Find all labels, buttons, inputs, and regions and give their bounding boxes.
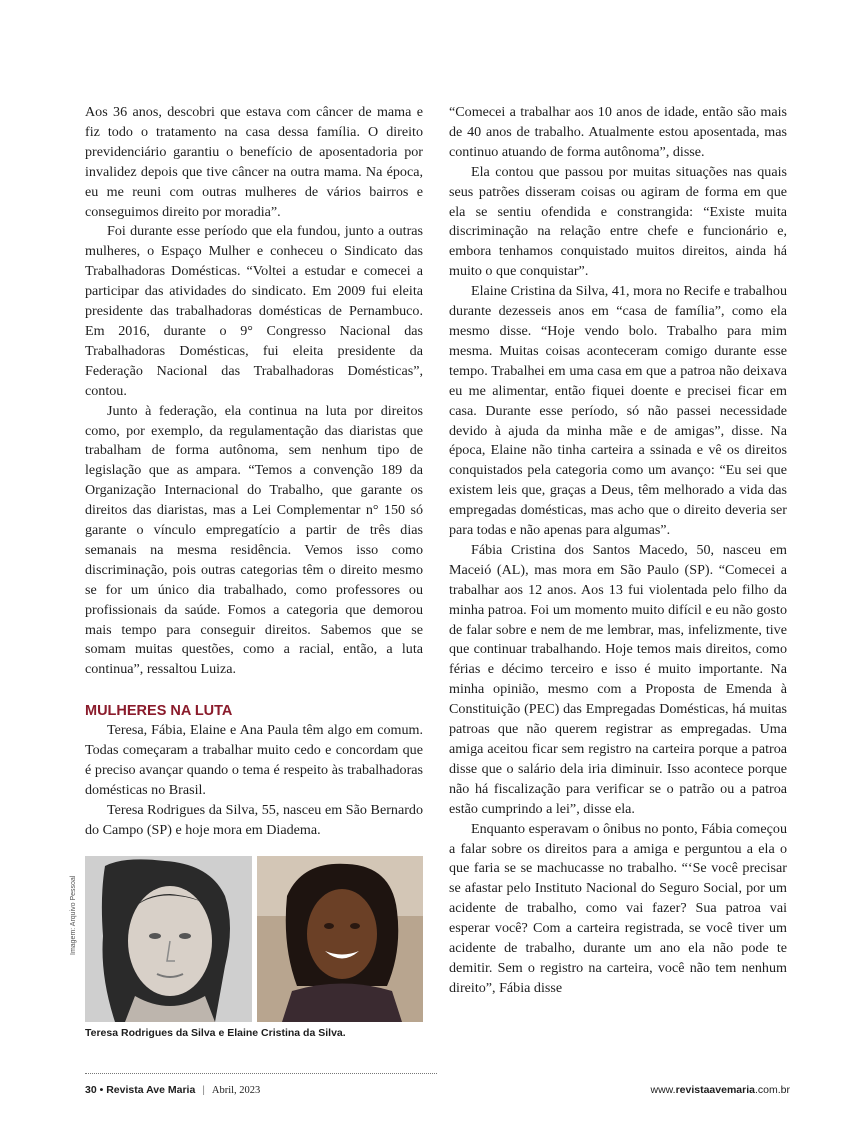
paragraph: Aos 36 anos, descobri que estava com câncer de mama e fiz todo o tratamento na casa dessa família. O direito previdenciário garantiu o benefício de aposentadoria por invalidez depois que tive câncer na outra mama. Na época, eu me reuni com outras mulheres de vários bairros e conseguimos direito por moradia”. [85, 104, 423, 220]
photo-caption: Teresa Rodrigues da Silva e Elaine Cristina da Silva. [85, 1027, 346, 1039]
photo-teresa [85, 856, 252, 1022]
page-number: 30 • [85, 1084, 104, 1096]
portrait-teresa-image [85, 856, 252, 1022]
paragraph: Fábia Cristina dos Santos Macedo, 50, nasceu em Maceió (AL), mas mora em São Paulo (SP). “Comecei a trabalhar aos 12 anos. Aos 13 fui violentada pelo filho da minha patroa. Foi um momento muito difícil e eu não gosto de falar sobre e nem de me lembrar, mas, infelizmente, tive que continuar trabalhando. Hoje temos mais direitos, como férias e décimo terceiro e isso é muito importante. Na minha opinião, mesmo com a Proposta de Emenda à Constituição (PEC) das Empregadas Domésticas, há muitas patroas que não querem registrar as empregadas. Uma amiga aceitou ficar sem registro na carteira porque a patroa disse que o salário dela iria diminuir. Isso acontece porque não há fiscalização para verificar se o patrão ou a patroa estão cumprindo a lei”, disse ela. [449, 541, 787, 817]
paragraph: Elaine Cristina da Silva, 41, mora no Recife e trabalhou durante dezesseis anos em “casa de família”, como ela mesmo disse. “Hoje vendo bolo. Trabalho para mim mesma. Muitas coisas aconteceram comigo durante esse tempo. Trabalhei em uma casa em que a patroa não deixava eu me alimentar, então fiquei doente e precisei ficar em casa. Durante esse período, só não passei necessidade devido à ajuda da minha mãe e de amigas”, disse. Na época, Elaine não tinha carteira a ssinada e vê os direitos conquistados pela categoria como um avanço: “Eu sei que existem leis que, graças a Deus, têm melhorado a vida das empregadas domésticas, mas acho que o direito deveria ser para todas e não apenas para algumas”. [449, 283, 787, 539]
paragraph: Enquanto esperavam o ônibus no ponto, Fábia começou a falar sobre os direitos para a amiga e perguntou a ela o que faria se se machucasse no trabalho. “‘Se você precisar se afastar pelo Instituto Nacional do Seguro Social, por um acidente de trabalho, como vai fazer? Sua patroa vai esperar você? Com a carteira registrada, se você tiver um acidente de trabalho, durante um ano ela não pode te demitir. Sem o registro na carteira, você não tem nenhum direito”, Fábia disse [449, 820, 787, 996]
url-suffix: .com.br [754, 1084, 790, 1096]
paragraph: Foi durante esse período que ela fundou, junto a outras mulheres, o Espaço Mulher e conheceu o Sindicato das Trabalhadoras Domésticas. “Voltei a estudar e comecei a participar das atividades do sindicato. Em 2009 fui eleita presidente das trabalhadoras domésticas de Pernambuco. Em 2016, durante o 9° Congresso Nacional das Trabalhadoras Domésticas, fui eleita presidente da Federação Nacional das Trabalhadoras Domésticas”, contou. [85, 223, 423, 399]
url-prefix: www. [650, 1084, 676, 1096]
footer-separator: | [202, 1084, 205, 1096]
section-title: MULHERES NA LUTA [85, 703, 233, 720]
photo-credit: Imagem: Arquivo Pessoal [70, 875, 77, 955]
right-column [449, 103, 787, 999]
footer-url[interactable] [650, 1084, 790, 1096]
photo-elaine [257, 856, 423, 1022]
photo-group [85, 856, 423, 1022]
paragraph: Ela contou que passou por muitas situações nas quais seus patrões disseram coisas ou agiram de forma em que ela se sentiu ofendida e constrangida: “Existe muita discriminação na relação entre chefe e funcionário e, embora tenhamos conquistado muitos direitos, ainda há muito o que conquistar”. [449, 163, 787, 280]
footer-left [85, 1084, 260, 1096]
footer-divider [85, 1073, 437, 1074]
paragraph: Teresa, Fábia, Elaine e Ana Paula têm algo em comum. Todas começaram a trabalhar muito cedo e concordam que é preciso avançar quando o tema é respeito às trabalhadoras domésticas no Brasil. [85, 722, 423, 798]
left-column [85, 103, 423, 841]
url-main: revistaavemaria [675, 1084, 755, 1096]
magazine-name: Revista Ave Maria [106, 1084, 196, 1096]
paragraph: Junto à federação, ela continua na luta por direitos como, por exemplo, da regulamentação das diaristas que trabalham de forma autônoma, sem nenhum tipo de legislação que as ampara. “Temos a convenção 189 da Organização Internacional do Trabalho, que garante os direitos das diaristas, mas a Lei Complementar n° 150 só garante o vínculo empregatício a partir de três dias semanais na mesma residência. Vemos isso como discriminação, pois outras categorias têm o direito mesmo se for um único dia trabalhado, como professores ou profissionais da saúde. Fomos a categoria que demorou mais tempo para conseguir direitos. Sabemos que se somam muitas questões, como a racial, então, a luta continua”, ressaltou Luiza. [85, 402, 423, 678]
issue-date: Abril, 2023 [211, 1085, 261, 1096]
paragraph: “Comecei a trabalhar aos 10 anos de idade, então são mais de 40 anos de trabalho. Atualmente estou aposentada, mas continuo atuando de forma autônoma”, disse. [449, 104, 787, 160]
portrait-elaine-image [257, 856, 423, 1022]
paragraph: Teresa Rodrigues da Silva, 55, nasceu em São Bernardo do Campo (SP) e hoje mora em Diadema. [85, 801, 423, 838]
